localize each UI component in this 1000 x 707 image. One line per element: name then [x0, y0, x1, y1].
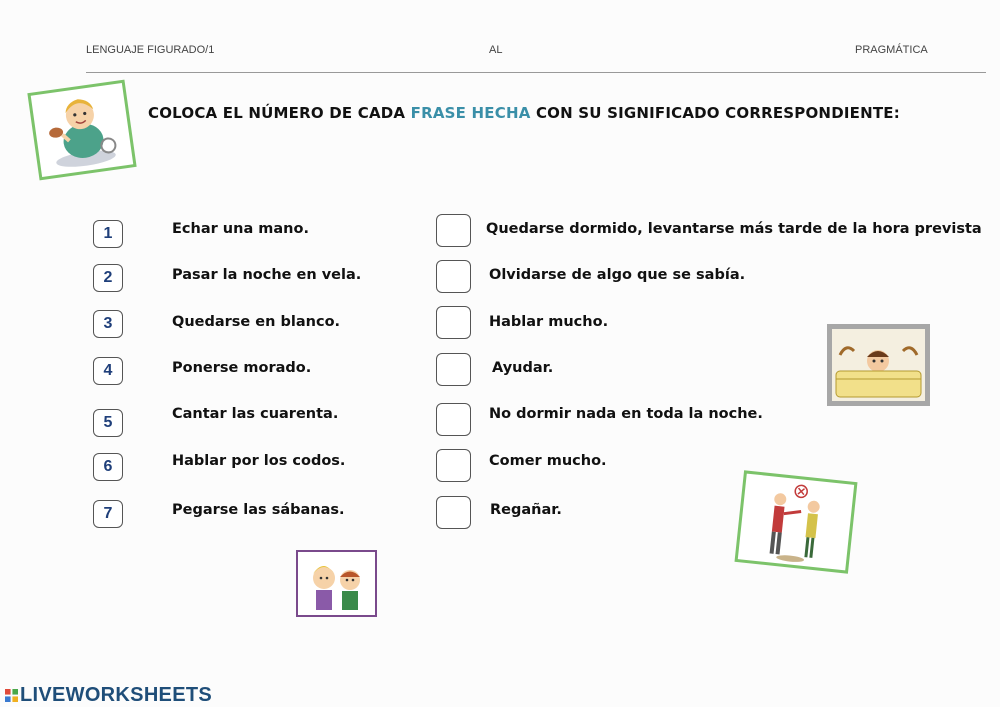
logo-text: LIVEWORKSHEETS	[20, 684, 212, 706]
answer-input-box[interactable]	[436, 496, 471, 529]
title-part2: CON SU SIGNIFICADO CORRESPONDIENTE:	[530, 104, 900, 122]
phrase-text: Cantar las cuarenta.	[172, 406, 339, 422]
blank-mind-picture	[296, 550, 377, 617]
phrase-number-box: 6	[93, 453, 123, 481]
answer-input-box[interactable]	[436, 353, 471, 386]
phrase-number-box: 3	[93, 310, 123, 338]
title-highlight: FRASE HECHA	[410, 104, 531, 122]
phrase-text: Quedarse en blanco.	[172, 314, 341, 330]
phrase-number-box: 1	[93, 220, 123, 248]
bed-icon	[832, 329, 925, 401]
header-center: AL	[489, 44, 503, 56]
phrase-text: Ponerse morado.	[172, 360, 312, 376]
meaning-text: Quedarse dormido, levantarse más tarde de la hora prevista	[486, 221, 982, 237]
answer-input-box[interactable]	[436, 306, 471, 339]
eating-boy-icon	[31, 83, 134, 177]
meaning-text: Ayudar.	[492, 360, 554, 376]
header-left: LENGUAJE FIGURADO/1	[86, 44, 215, 56]
scolding-icon	[738, 474, 854, 571]
liveworksheets-logo[interactable]	[5, 684, 212, 707]
header-right: PRAGMÁTICA	[855, 44, 928, 56]
instruction-title	[148, 104, 900, 122]
phrase-number-box: 7	[93, 500, 123, 528]
phrase-text: Pegarse las sábanas.	[172, 502, 345, 518]
phrase-number-box: 2	[93, 264, 123, 292]
scolding-picture	[735, 470, 858, 573]
title-part1: COLOCA EL NÚMERO DE CADA	[148, 104, 411, 122]
phrase-number-box: 4	[93, 357, 123, 385]
header-divider	[86, 72, 986, 73]
meaning-text: No dormir nada en toda la noche.	[489, 406, 763, 422]
answer-input-box[interactable]	[436, 449, 471, 482]
logo-mark-icon	[5, 689, 18, 702]
phrase-text: Pasar la noche en vela.	[172, 267, 362, 283]
boy-in-bed-picture	[827, 324, 930, 406]
meaning-text: Regañar.	[490, 502, 562, 518]
answer-input-box[interactable]	[436, 403, 471, 436]
answer-input-box[interactable]	[436, 260, 471, 293]
meaning-text: Comer mucho.	[489, 453, 607, 469]
phrase-text: Hablar por los codos.	[172, 453, 346, 469]
answer-input-box[interactable]	[436, 214, 471, 247]
phrase-number-box: 5	[93, 409, 123, 437]
phrase-text: Echar una mano.	[172, 221, 309, 237]
meaning-text: Hablar mucho.	[489, 314, 609, 330]
meaning-text: Olvidarse de algo que se sabía.	[489, 267, 746, 283]
children-icon	[298, 552, 375, 615]
eating-boy-picture	[27, 80, 136, 181]
